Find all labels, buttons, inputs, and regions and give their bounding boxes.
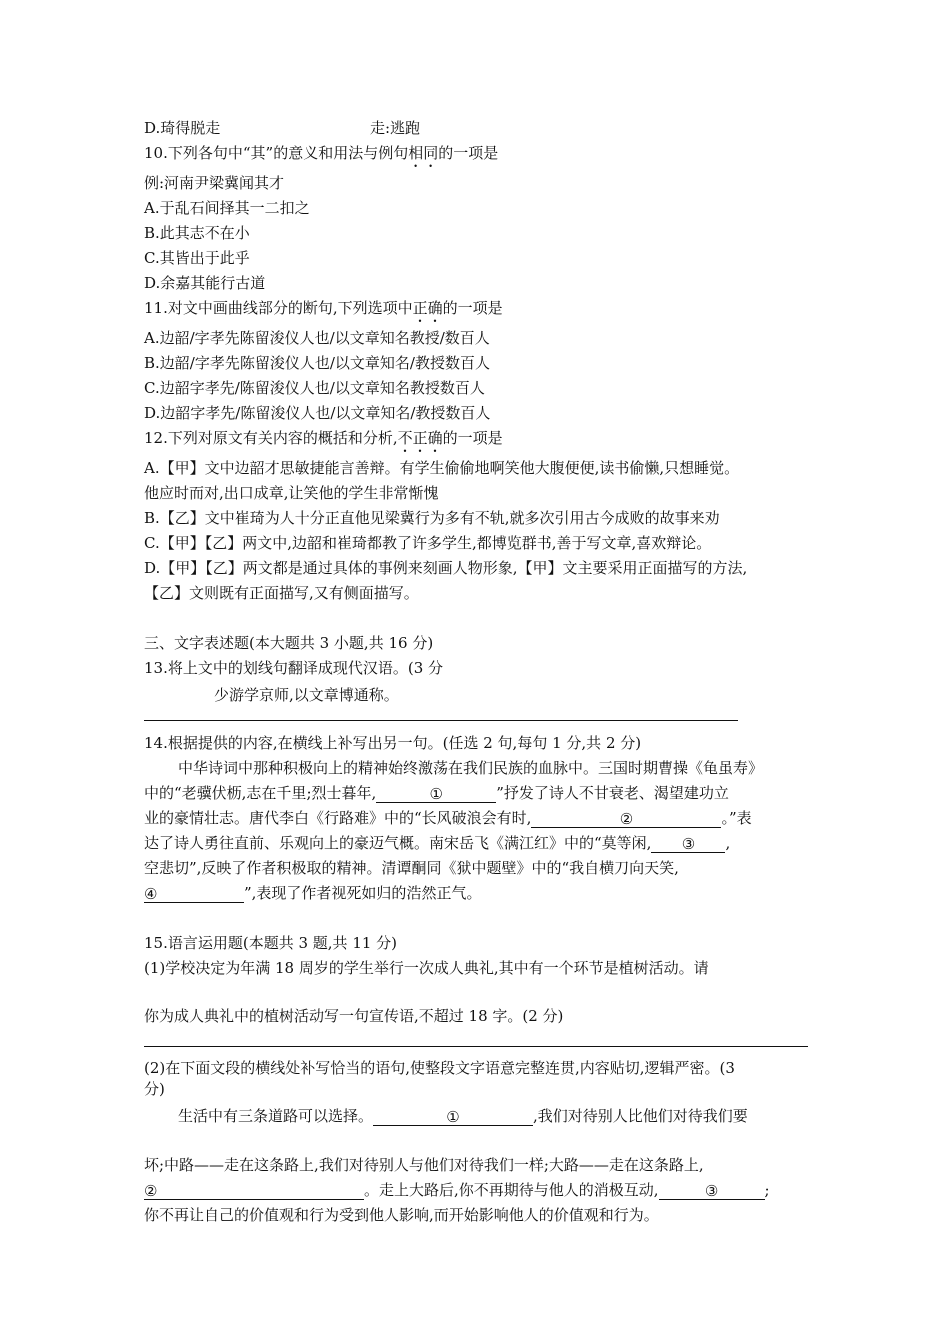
- q14-line-4-text: 达了诗人勇往直前、乐观向上的豪迈气概。南宋岳飞《满江红》中的“莫等闲,: [144, 834, 652, 852]
- q11-stem-end: 的一项是: [442, 299, 503, 317]
- q11-stem: [144, 298, 503, 326]
- q9-option-d-note: 走:逃跑: [370, 119, 421, 137]
- q12-line-3: B.【乙】文中崔琦为人十分正直他见梁冀行为多有不轨,就多次引用古今成败的故事来劝: [144, 509, 720, 527]
- q10-stem-emphasis: 相同: [408, 144, 439, 162]
- q12-stem: [144, 428, 503, 456]
- q15-para-line-1-end: ,我们对待别人比他们对待我们要: [533, 1107, 748, 1125]
- q10-stem-end: 的一项是: [438, 144, 499, 162]
- q10-stem: [144, 143, 498, 171]
- q14-stem: 14.根据提供的内容,在横线上补写出另一句。(任选 2 句,每句 1 分,共 2 分): [144, 734, 642, 752]
- q15-part-1-answer-line[interactable]: [144, 1046, 808, 1047]
- q15-para-line-3-end: ;: [764, 1181, 770, 1199]
- q14-line-2-end: ”抒发了诗人不甘衰老、渴望建功立: [496, 784, 729, 802]
- q14-line-6-end: ”,表现了作者视死如归的浩然正气。: [244, 884, 482, 902]
- q15-part-2-line-1: (2)在下面文段的横线处补写恰当的语句,使整段文字语意完整连贯,内容贴切,逻辑严密。(3: [144, 1059, 735, 1077]
- q11-option-b: B.边韶/字孝先陈留浚仪人也/以文章知名/教授数百人: [144, 354, 490, 372]
- q10-option-d: D.余嘉其能行古道: [144, 274, 266, 292]
- q15-para-line-1: [178, 1106, 748, 1126]
- q14-line-1: 中华诗词中那种积极向上的精神始终激荡在我们民族的血脉中。三国时期曹操《龟虽寿》: [178, 759, 764, 777]
- q9-option-d: [144, 118, 220, 138]
- q14-line-6: [144, 883, 481, 903]
- q14-line-3-text: 业的豪情壮志。唐代李白《行路难》中的“长风破浪会有时,: [144, 809, 532, 827]
- q12-line-2: 他应时而对,出口成章,让笑他的学生非常惭愧: [144, 484, 439, 502]
- q15-blank-3[interactable]: ③: [659, 1181, 765, 1200]
- q14-line-2: [144, 783, 729, 803]
- q15-blank-2[interactable]: ②: [144, 1181, 364, 1200]
- q11-option-a: A.边韶/字孝先陈留浚仪人也/以文章知名教授/数百人: [144, 329, 490, 347]
- q12-stem-text: 12.下列对原文有关内容的概括和分析,: [144, 429, 398, 447]
- q10-stem-text: 10.下列各句中“其”的意义和用法与例句: [144, 144, 409, 162]
- q12-line-4: C.【甲】【乙】两文中,边韶和崔琦都教了许多学生,都博览群书,善于写文章,喜欢辩论。: [144, 534, 712, 552]
- q13-sentence: 少游学京师,以文章博通称。: [214, 686, 399, 704]
- q15-stem: 15.语言运用题(本题共 3 题,共 11 分): [144, 934, 398, 952]
- q13-stem: 13.将上文中的划线句翻译成现代汉语。(3 分: [144, 659, 444, 677]
- q15-para-line-2: 坏;中路——走在这条路上,我们对待别人与他们对待我们一样;大路——走在这条路上,: [144, 1156, 704, 1174]
- section-3-title: 三、文字表述题(本大题共 3 小题,共 16 分): [144, 634, 434, 652]
- q13-answer-line[interactable]: [144, 720, 738, 721]
- q14-line-4-end: ,: [725, 834, 731, 852]
- q10-example: 例:河南尹梁冀闻其才: [144, 174, 285, 192]
- q15-para-line-3: [144, 1180, 770, 1200]
- q9-option-d-text: D.琦得脱走: [144, 119, 221, 137]
- q14-blank-3[interactable]: ③: [651, 834, 725, 853]
- q15-blank-1[interactable]: ①: [373, 1107, 533, 1126]
- q12-line-6: 【乙】文则既有正面描写,又有侧面描写。: [144, 584, 419, 602]
- q14-line-4: [144, 833, 730, 853]
- q10-option-c: C.其皆出于此乎: [144, 249, 250, 267]
- q14-blank-2[interactable]: ②: [531, 809, 721, 828]
- q11-option-d: D.边韶字孝先/陈留浚仪人也/以文章知名/教授数百人: [144, 404, 491, 422]
- q15-part-1-line-2: 你为成人典礼中的植树活动写一句宣传语,不超过 18 字。(2 分): [144, 1007, 564, 1025]
- q14-line-3-end: 。”表: [721, 809, 752, 827]
- q10-option-b: B.此其志不在小: [144, 224, 250, 242]
- q10-option-a: A.于乱石间择其一二扣之: [144, 199, 310, 217]
- q14-line-5: 空悲切”,反映了作者积极取的精神。清谭酮同《狱中题壁》中的“我自横刀向天笑,: [144, 859, 679, 877]
- q15-para-line-4: 你不再让自己的价值观和行为受到他人影响,而开始影响他人的价值观和行为。: [144, 1206, 659, 1224]
- q15-part-1-line-1: (1)学校决定为年满 18 周岁的学生举行一次成人典礼,其中有一个环节是植树活动。请: [144, 959, 709, 977]
- q12-line-5: D.【甲】【乙】两文都是通过具体的事例来刻画人物形象,【甲】文主要采用正面描写的方法,: [144, 559, 748, 577]
- q11-stem-text: 11.对文中画曲线部分的断句,下列选项中: [144, 299, 413, 317]
- q14-blank-1[interactable]: ①: [376, 784, 496, 803]
- q12-line-1: A.【甲】文中边韶才思敏捷能言善辩。有学生偷偷地啊笑他大腹便便,读书偷懒,只想睡觉。: [144, 459, 740, 477]
- q15-part-2-line-2: 分): [144, 1080, 165, 1098]
- q15-para-line-3-text: 。走上大路后,你不再期待与他人的消极互动,: [364, 1181, 659, 1199]
- q11-option-c: C.边韶字孝先/陈留浚仪人也/以文章知名教授数百人: [144, 379, 485, 397]
- q14-blank-4[interactable]: ④: [144, 884, 244, 903]
- q11-stem-emphasis: 正确: [412, 299, 443, 317]
- q14-line-3: [144, 808, 752, 828]
- q12-stem-end: 的一项是: [442, 429, 503, 447]
- q14-line-2-text: 中的“老骥伏枥,志在千里;烈士暮年,: [144, 784, 377, 802]
- q15-para-line-1-text: 生活中有三条道路可以选择。: [178, 1107, 374, 1125]
- q12-stem-emphasis: 不正确: [397, 429, 443, 447]
